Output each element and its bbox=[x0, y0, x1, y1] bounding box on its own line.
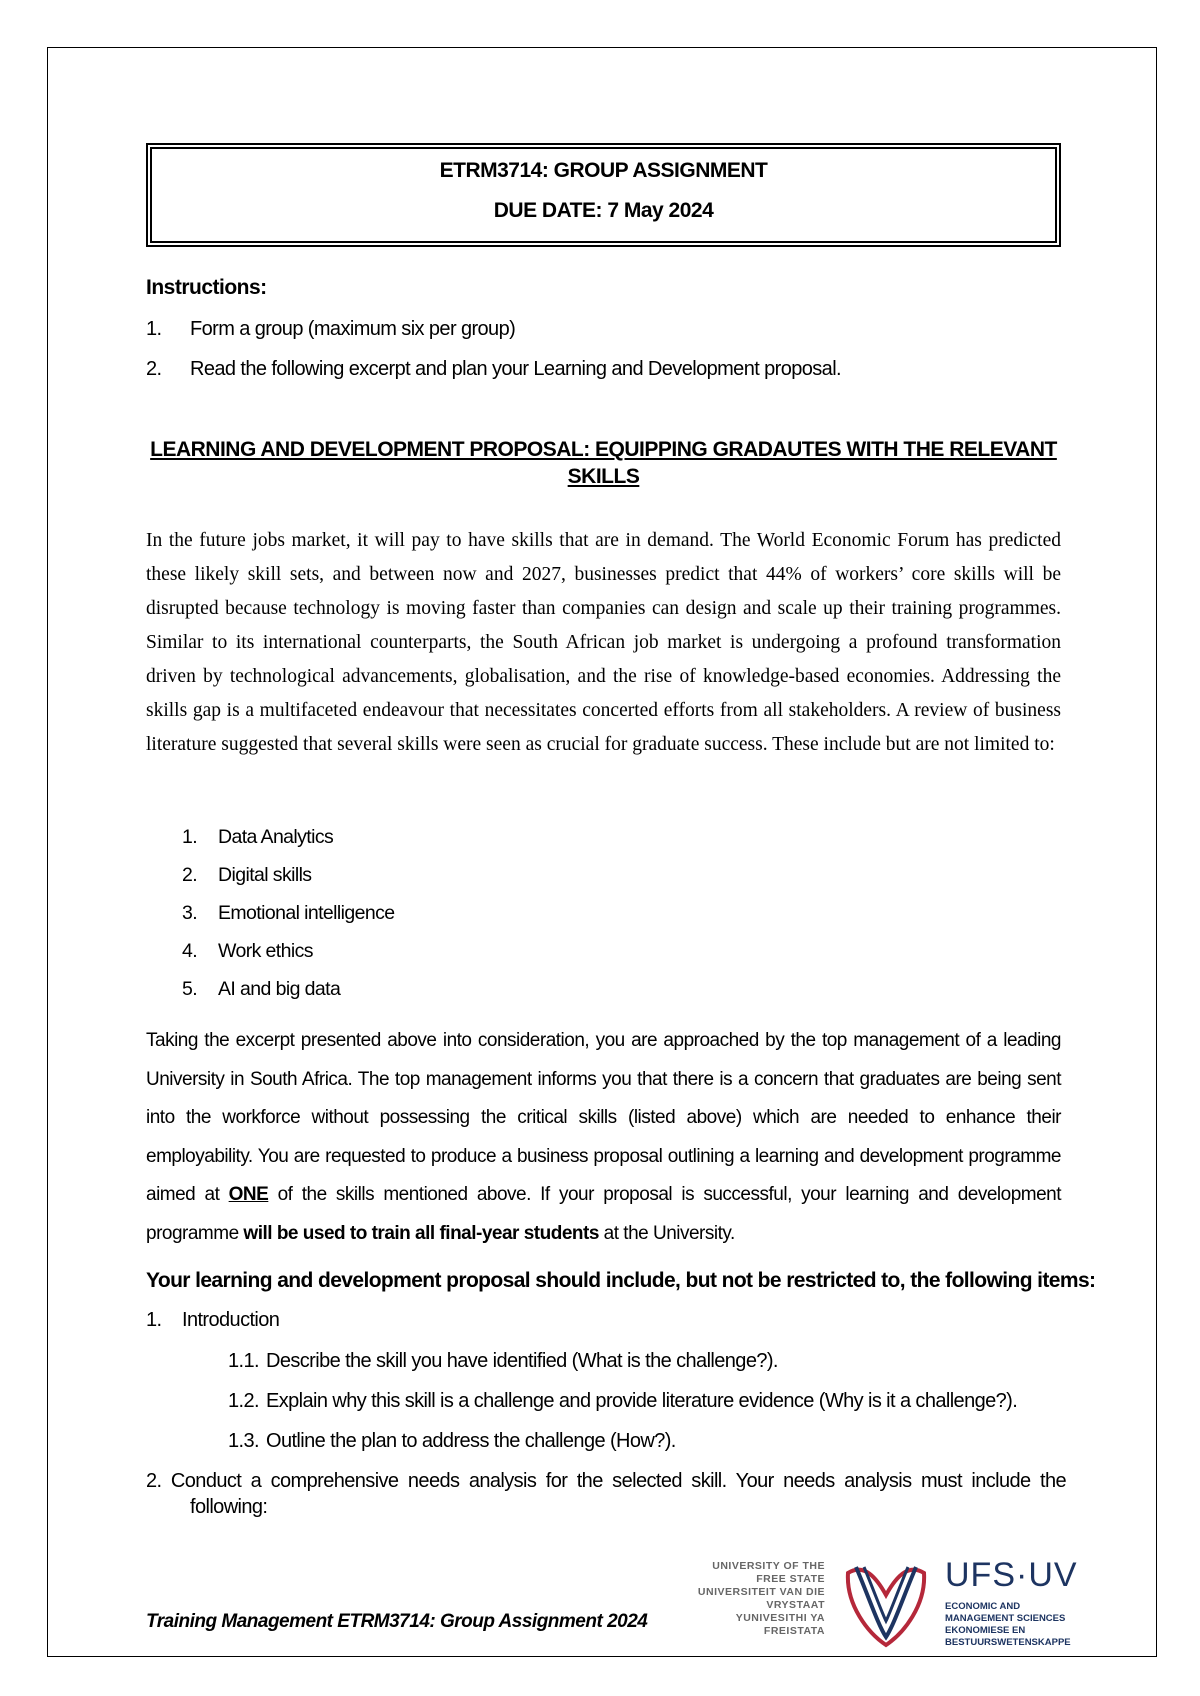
faculty-name-line: BESTUURSWETENSKAPPE bbox=[945, 1637, 1071, 1648]
title-box bbox=[146, 143, 1061, 247]
skill-item bbox=[182, 826, 334, 849]
university-name bbox=[650, 1560, 825, 1638]
due-date: DUE DATE: 7 May 2024 bbox=[493, 199, 714, 222]
include-heading: Your learning and development proposal should include, but not be restricted to, the following items: bbox=[146, 1269, 1096, 1292]
task-paragraph bbox=[146, 1022, 1061, 1253]
skill-number: 2. bbox=[182, 864, 198, 886]
university-name-line: FREISTATA bbox=[763, 1625, 825, 1637]
faculty-name bbox=[945, 1601, 1071, 1649]
include-item-number: 1. bbox=[146, 1309, 162, 1331]
proposal-title bbox=[146, 436, 1061, 490]
task-emphasis-one: ONE bbox=[228, 1184, 269, 1205]
skill-item bbox=[182, 864, 312, 887]
university-name-line: FREE STATE bbox=[756, 1573, 825, 1585]
skill-text: Digital skills bbox=[218, 864, 312, 886]
skill-number: 4. bbox=[182, 940, 198, 962]
include-subitem bbox=[228, 1350, 778, 1373]
task-text-3: at the University. bbox=[598, 1222, 735, 1244]
task-emphasis-bold: will be used to train all final-year students bbox=[243, 1222, 599, 1244]
faculty-name-line: ECONOMIC AND bbox=[945, 1601, 1021, 1612]
skill-text: Work ethics bbox=[218, 940, 313, 962]
skill-number: 5. bbox=[182, 978, 198, 1000]
skill-text: Emotional intelligence bbox=[218, 902, 395, 924]
university-name-line: UNIVERSITEIT VAN DIE bbox=[697, 1586, 825, 1598]
subitem-text: Describe the skill you have identified (What is the challenge?). bbox=[266, 1350, 778, 1372]
skill-item bbox=[182, 978, 341, 1001]
subitem-number: 1.1. bbox=[228, 1350, 259, 1372]
include-item-needs-analysis-cont: following: bbox=[190, 1496, 268, 1518]
include-item-introduction bbox=[146, 1309, 280, 1332]
skill-item bbox=[182, 902, 395, 925]
include-item-text: Introduction bbox=[182, 1309, 280, 1331]
instruction-text: Form a group (maximum six per group) bbox=[190, 318, 516, 340]
task-text-1: Taking the excerpt presented above into consideration, you are approached by the top management of a leading University in South Africa. The top management informs you that there is a concern that graduates are being sent into the workforce without possessing the critical skills (listed above) which are needed to enhance their employability. You are requested to produce a business proposal outlining a learning and development programme aimed at bbox=[146, 1030, 1061, 1205]
include-item-needs-analysis: 2. Conduct a comprehensive needs analysis for the selected skill. Your needs analysis must include the bbox=[146, 1470, 1066, 1492]
subitem-number: 1.2. bbox=[228, 1390, 259, 1412]
brand-logo-text: UFS·UV bbox=[945, 1556, 1078, 1594]
skill-number: 3. bbox=[182, 902, 198, 924]
university-name-line: UNIVERSITY OF THE bbox=[712, 1560, 825, 1572]
assignment-title: ETRM3714: GROUP ASSIGNMENT bbox=[439, 159, 768, 182]
skill-item bbox=[182, 940, 313, 963]
footer-title: Training Management ETRM3714: Group Assignment 2024 bbox=[146, 1611, 648, 1632]
skill-text: AI and big data bbox=[218, 978, 341, 1000]
subitem-text: Outline the plan to address the challenge (How?). bbox=[266, 1430, 676, 1452]
instruction-number: 1. bbox=[146, 318, 162, 340]
university-name-line: YUNIVESITHI YA bbox=[735, 1612, 825, 1624]
subitem-text: Explain why this skill is a challenge and provide literature evidence (Why is it a challenge?). bbox=[266, 1390, 1018, 1412]
task-text-2: of the skills mentioned above. If your proposal is successful, your learning and development programme bbox=[146, 1184, 1061, 1244]
excerpt-paragraph: In the future jobs market, it will pay to have skills that are in demand. The World Economic Forum has predicted these likely skill sets, and between now and 2027, businesses predict that 44% of workers’ core skills will be disrupted because technology is moving faster than companies can design and scale up their training programmes. Similar to its international counterparts, the South African job market is undergoing a profound transformation driven by technological advancements, globalisation, and the rise of knowledge-based economies. Addressing the skills gap is a multifaceted endeavour that necessitates concerted efforts from all stakeholders. A review of business literature suggested that several skills were seen as crucial for graduate success. These include but are not limited to: bbox=[146, 530, 1061, 755]
proposal-title-line1: LEARNING AND DEVELOPMENT PROPOSAL: EQUIPPING GRADAUTES WITH THE RELEVANT bbox=[150, 438, 1057, 461]
instructions-heading: Instructions: bbox=[146, 276, 267, 299]
university-emblem-icon bbox=[838, 1555, 934, 1651]
instruction-text: Read the following excerpt and plan your Learning and Development proposal. bbox=[190, 358, 842, 380]
faculty-name-line: EKONOMIESE EN bbox=[945, 1625, 1026, 1636]
skill-number: 1. bbox=[182, 826, 198, 848]
include-subitem bbox=[228, 1430, 676, 1453]
faculty-name-line: MANAGEMENT SCIENCES bbox=[945, 1613, 1066, 1624]
subitem-number: 1.3. bbox=[228, 1430, 259, 1452]
skill-text: Data Analytics bbox=[218, 826, 334, 848]
instruction-number: 2. bbox=[146, 358, 162, 380]
include-subitem bbox=[228, 1390, 1018, 1413]
university-name-line: VRYSTAAT bbox=[766, 1599, 825, 1611]
proposal-title-line2: SKILLS bbox=[567, 465, 640, 488]
